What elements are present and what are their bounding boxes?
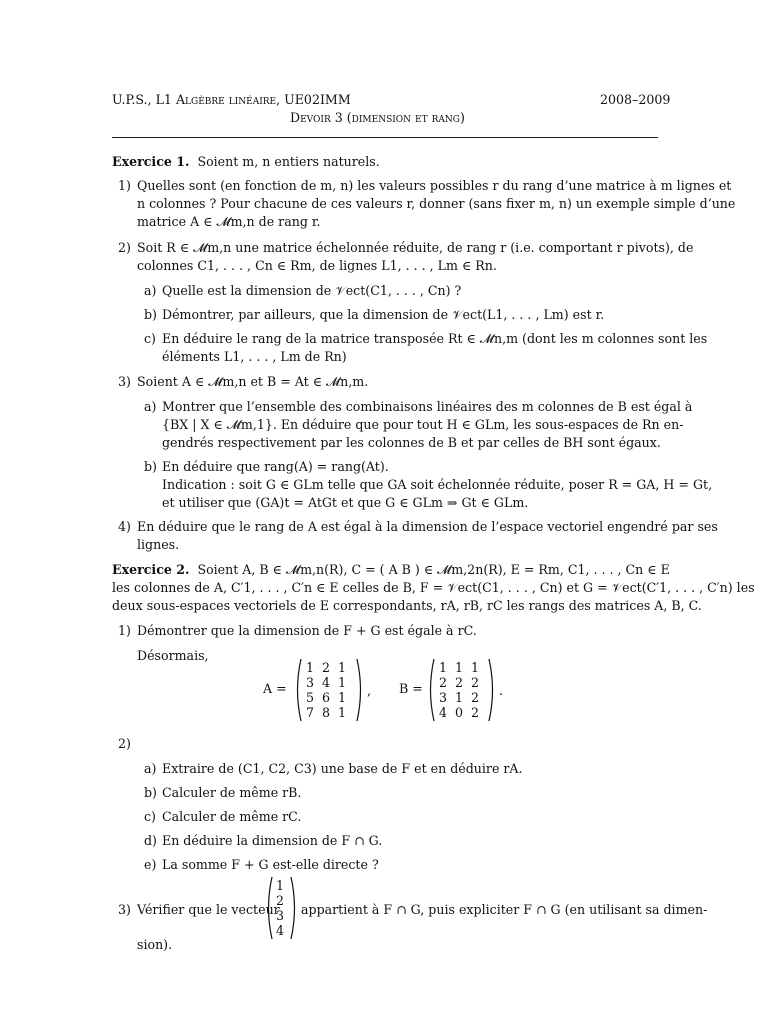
matrix-a-cell: 1 [338,660,347,675]
matrix-b-cell: 2 [471,675,480,690]
ex2-q2d-label: d) [144,833,157,848]
matrix-a-row [302,675,350,690]
matrix-a-row [302,690,350,705]
matrix-a-cell: 1 [306,660,315,675]
matrix-b-cell: 3 [439,690,448,705]
vector-cell: 1 [276,878,285,893]
header-course: U.P.S., L1 Algèbre linéaire, UE02IMM [112,92,351,107]
ex1-q2c-label: c) [144,331,156,346]
vector-right-paren [289,876,299,940]
vector-row [272,893,288,908]
ex2-title: Exercice 2. [112,562,190,577]
ex2-q2b-text: Calculer de même rB. [162,785,302,800]
matrix-a-cell: 1 [338,675,347,690]
ex1-q2-line2: colonnes C1, . . . , Cn ∈ Rm, de lignes L1, . . . , Lm ∈ Rn. [137,258,497,273]
vector-cell: 2 [276,893,285,908]
ex1-q2c-line1: En déduire le rang de la matrice transposée Rt ∈ 𝓜n,m (dont les m colonnes sont les [162,331,708,346]
matrix-a-right-paren [355,658,365,722]
ex1-q2c-line2: éléments L1, . . . , Lm de Rn) [162,349,347,364]
ex1-q1-line3: matrice A ∈ 𝓜m,n de rang r. [137,214,321,229]
ex1-intro: Soient m, n entiers naturels. [197,154,380,169]
matrix-a-cell: 5 [306,690,315,705]
ex2-q1-number: 1) [118,623,131,638]
matrix-a-cell: 6 [322,690,331,705]
matrix-b-cell: 0 [455,705,464,720]
ex1-heading [112,154,380,169]
ex2-intro-line1: Soient A, B ∈ 𝓜m,n(R), C = ( A B ) ∈ 𝓜m,2n(R), E = Rm, C1, . . . , Cn ∈ E [197,562,670,577]
ex1-q4-line1: En déduire que le rang de A est égal à la dimension de l’espace vectoriel engendré par ses [137,519,718,534]
matrix-a-cell: 2 [322,660,331,675]
header-subtitle: Devoir 3 (dimension et rang) [290,110,465,125]
ex1-title: Exercice 1. [112,154,190,169]
ex1-q3b-line1: En déduire que rang(A) = rang(At). [162,459,389,474]
matrix-a-cell: 4 [322,675,331,690]
ex2-q2-number: 2) [118,736,131,751]
vector-row [272,923,288,938]
matrix-b-cell: 1 [455,660,464,675]
matrix-a-cell: 1 [338,705,347,720]
matrix-a-cell: 1 [338,690,347,705]
ex1-q1-line1: Quelles sont (en fonction de m, n) les valeurs possibles r du rang d’une matrice à m lignes et [137,178,732,193]
ex2-q2a-text: Extraire de (C1, C2, C3) une base de F et en déduire rA. [162,761,523,776]
matrix-b-table [435,660,483,720]
ex1-q3a-line1: Montrer que l’ensemble des combinaisons linéaires des m colonnes de B est égal à [162,399,693,414]
ex1-q2b-text: Démontrer, par ailleurs, que la dimension de 𝒱ect(L1, . . . , Lm) est r. [162,307,605,322]
matrix-b-cell: 1 [455,690,464,705]
ex1-q2a-label: a) [144,283,157,298]
ex1-q3a-label: a) [144,399,157,414]
matrix-b-row [435,690,483,705]
ex2-q3-post: appartient à F ∩ G, puis expliciter F ∩ G (en utilisant sa dimen- [301,902,708,917]
matrix-b-cell: 1 [471,660,480,675]
ex2-q3-pre: Vérifier que le vecteur [137,902,280,917]
ex2-q2c-text: Calculer de même rC. [162,809,302,824]
matrix-a-cell: 3 [306,675,315,690]
matrix-a [302,660,350,720]
matrix-b-row [435,660,483,675]
ex2-q2e-label: e) [144,857,157,872]
ex2-heading [112,562,670,578]
ex1-q3b-label: b) [144,459,157,474]
matrix-a-comma: , [367,683,372,698]
ex1-q4-line2: lignes. [137,537,180,552]
vector-cell: 3 [276,908,285,923]
matrix-b-cell: 4 [439,705,448,720]
ex2-q2d-text: En déduire la dimension de F ∩ G. [162,833,383,848]
matrix-b-row [435,675,483,690]
ex2-intro-line3: deux sous-espaces vectoriels de E correspondants, rA, rB, rC les rangs des matrices A, B, C. [112,598,702,613]
ex1-q1-number: 1) [118,178,131,193]
matrix-b-period: . [499,683,504,698]
ex2-q3-line2: sion). [137,937,173,952]
ex1-q4-number: 4) [118,519,131,534]
ex2-desormais: Désormais, [137,648,209,663]
ex2-intro-line2: les colonnes de A, C′1, . . . , C′n ∈ E celles de B, F = 𝒱ect(C1, . . . , Cn) et G = 𝒱ect(C′1, . . . , C′n) les [112,580,755,595]
ex1-q2b-label: b) [144,307,157,322]
ex1-q3a-line3: gendrés respectivement par les colonnes de B et par celles de BH sont égaux. [162,435,661,450]
ex1-q3a-line2: {BX | X ∈ 𝓜m,1}. En déduire que pour tout H ∈ GLm, les sous-espaces de Rn en- [162,417,684,432]
ex1-q1-line2: n colonnes ? Pour chacune de ces valeurs r, donner (sans fixer m, n) un exemple simple d’une [137,196,736,211]
ex2-q2a-label: a) [144,761,157,776]
matrix-b-cell: 2 [439,675,448,690]
vector-row [272,878,288,893]
column-vector-table [272,878,288,938]
header-rule [112,137,658,138]
ex1-q3b-line2: Indication : soit G ∈ GLm telle que GA soit échelonnée réduite, poser R = GA, H = Gt, [162,477,713,492]
matrix-b-right-paren [487,658,497,722]
ex2-q3-number: 3) [118,902,131,917]
header-year: 2008–2009 [600,92,671,107]
ex1-q2-line1: Soit R ∈ 𝓜m,n une matrice échelonnée réduite, de rang r (i.e. comportant r pivots), de [137,240,694,255]
matrix-b-label: B = [399,681,423,696]
ex2-q2c-label: c) [144,809,156,824]
matrix-b-cell: 2 [455,675,464,690]
ex2-q1-text: Démontrer que la dimension de F + G est égale à rC. [137,623,477,638]
ex1-q2a-text: Quelle est la dimension de 𝒱ect(C1, . . . , Cn) ? [162,283,462,298]
matrix-b-row [435,705,483,720]
matrix-a-cell: 7 [306,705,315,720]
ex2-q2b-label: b) [144,785,157,800]
column-vector [272,878,288,938]
ex1-q3-text: Soient A ∈ 𝓜m,n et B = At ∈ 𝓜n,m. [137,374,369,389]
ex1-q3-number: 3) [118,374,131,389]
matrix-b-cell: 2 [471,705,480,720]
matrix-b-cell: 2 [471,690,480,705]
matrix-a-row [302,660,350,675]
matrix-a-cell: 8 [322,705,331,720]
matrix-b-cell: 1 [439,660,448,675]
matrix-b [435,660,483,720]
matrix-a-label: A = [263,681,287,696]
matrix-a-table [302,660,350,720]
vector-cell: 4 [276,923,285,938]
ex1-q3b-line3: et utiliser que (GA)t = AtGt et que G ∈ GLm ⇒ Gt ∈ GLm. [162,495,529,510]
ex2-q2e-text: La somme F + G est-elle directe ? [162,857,379,872]
ex1-q2-number: 2) [118,240,131,255]
matrix-a-row [302,705,350,720]
vector-row [272,908,288,923]
